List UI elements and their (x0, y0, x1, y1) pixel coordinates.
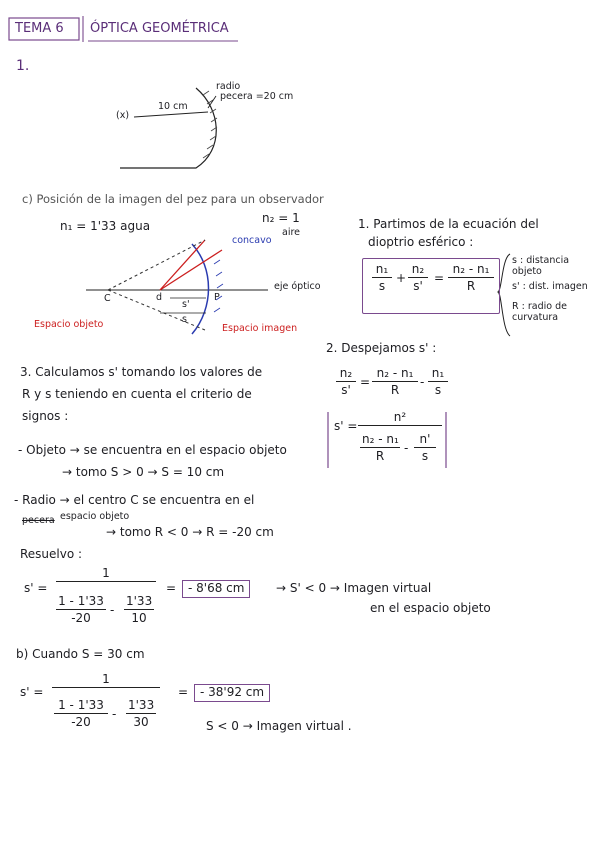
result-c-conclusion1: → S' < 0 → Imagen virtual (276, 581, 432, 595)
eq-equals: = (434, 271, 445, 285)
part-b-term2: $\frac{1'33}{30}$ (128, 698, 155, 729)
eq1-equals: = (360, 375, 371, 389)
eq2-sub-frac-a: $\frac{\text{n₂ - n₁}}{R}$ (362, 432, 399, 463)
part-b-main: 1 (52, 672, 160, 688)
part-b-conclusion: S < 0 → Imagen virtual . (206, 719, 352, 733)
bowl-hatching (203, 91, 217, 158)
radius-line3: → tomo R < 0 → R = -20 cm (106, 525, 274, 539)
s-label: s (182, 314, 187, 325)
eq1-frac-n2n1-R: $\frac{\text{n₂ - n₁}}{R}$ (372, 366, 418, 397)
eq1-frac-n1-s: $\frac{\text{n₁}}{s}$ (428, 366, 448, 397)
concave-label: concavo (232, 235, 272, 246)
exercise-number: 1. (16, 58, 30, 74)
result-c-lhs: s' = (24, 581, 48, 595)
step1-line1: 1. Partimos de la ecuación del (358, 217, 539, 231)
eq-frac-n2n1-R: $\frac{\text{n₂ - n₁}}{R}$ (448, 262, 494, 293)
eq2-lhs: s' = (334, 419, 358, 433)
legend-sp: s' : dist. imagen (512, 281, 588, 292)
part-b-minus: - (112, 707, 117, 721)
concave-surface (192, 244, 209, 334)
legend-s: s : distancia objeto (512, 255, 570, 277)
object-line2: → tomo S > 0 → S = 10 cm (62, 465, 225, 479)
object-line1: - Objeto → se encuentra en el espacio objeto (18, 443, 287, 457)
result-c-term2: $\frac{1'33}{10}$ (126, 594, 153, 625)
result-c-equals: = (166, 581, 177, 595)
result-c-minus: - (110, 603, 115, 617)
result-c-main: 1 (56, 566, 156, 582)
surface-hatch (214, 260, 223, 312)
result-c-term1: $\frac{1 - 1'33}{-20}$ (56, 594, 106, 625)
part-b-equals: = (178, 685, 189, 699)
eq-frac-n2-sp: $\frac{\text{n₂}}{s'}$ (408, 262, 428, 293)
radius-arrow (208, 96, 216, 108)
point-p: P (214, 292, 220, 303)
topic-label: TEMA 6 (15, 21, 64, 36)
part-b-answer: - 38'92 cm (194, 684, 270, 702)
part-b-term1: $\frac{1 - 1'33}{-20}$ (54, 698, 108, 729)
radius-value: pecera =20 cm (220, 91, 294, 102)
eq2-main-frac: n² (358, 410, 442, 426)
part-b-heading: b) Cuando S = 30 cm (16, 647, 145, 661)
result-c-conclusion2: en el espacio objeto (370, 601, 491, 615)
eq-plus: + (396, 271, 407, 285)
n2-label: n₂ = 1 (262, 211, 300, 225)
part-b-lhs: s' = (20, 685, 44, 699)
point-c: C (104, 293, 111, 304)
eq2-sub-frac-b: $\frac{n'}{s}$ (414, 432, 436, 463)
step3-line2: R y s teniendo en cuenta el criterio de (22, 387, 252, 401)
radius-label: radio (216, 81, 241, 92)
result-c-answer: - 8'68 cm (182, 580, 250, 598)
eq1-frac-n2-sp: $\frac{\text{n₂}}{s'}$ (336, 366, 356, 397)
n2-medium: aire (282, 227, 301, 238)
radius-line2: espacio objeto (60, 511, 130, 522)
eq1-minus: - (420, 375, 425, 389)
step3-line3: signos : (22, 409, 69, 423)
eq-frac-n1-s: $\frac{\text{n₁}}{s}$ (372, 262, 392, 293)
fish-label: (x) (116, 110, 130, 121)
sprime-label: s' (182, 299, 190, 310)
page-title: ÓPTICA GEOMÉTRICA (90, 21, 229, 36)
step2-text: 2. Despejamos s' : (326, 341, 437, 355)
n1-label: n₁ = 1'33 agua (60, 219, 151, 233)
object-space-label: Espacio objeto (34, 319, 104, 330)
bowl-outline (120, 88, 216, 168)
part-c-heading: c) Posición de la imagen del pez para un observador (22, 192, 324, 206)
radius-strike: pecera (22, 515, 55, 526)
axis-label: eje óptico (274, 281, 321, 292)
point-d: d (156, 292, 163, 303)
radius-line1: - Radio → el centro C se encuentra en el (14, 493, 255, 507)
distance-label: 10 cm (158, 101, 188, 112)
eq2-minus: - (404, 441, 409, 455)
ray-dashed-1 (108, 240, 205, 290)
step3-line1: 3. Calculamos s' tomando los valores de (20, 365, 263, 379)
step1-line2: dioptrio esférico : (368, 235, 474, 249)
image-space-label: Espacio imagen (222, 323, 298, 334)
legend-R: R : radio de curvatura (512, 301, 567, 323)
resuelvo-label: Resuelvo : (20, 547, 83, 561)
